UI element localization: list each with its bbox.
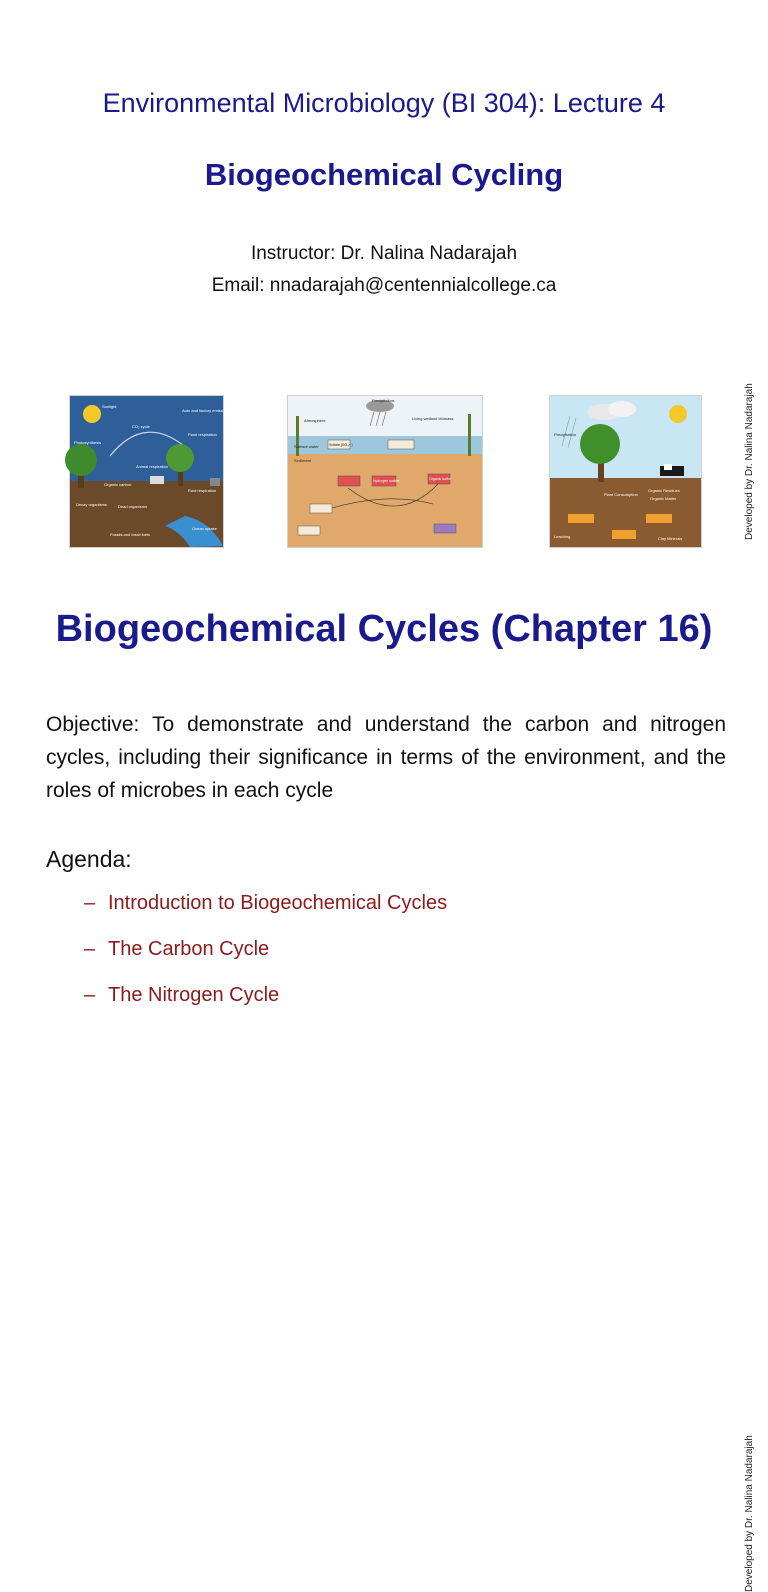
diagram3-label: Organic Residues — [648, 488, 680, 493]
diagram3-label: Organic Matter — [650, 496, 677, 501]
diagram2-label: Organic sulfur — [429, 477, 451, 481]
nitrogen-cycle-diagram — [549, 395, 702, 548]
dash-bullet: – — [84, 891, 96, 914]
diagram2-label: Sediment — [294, 458, 311, 463]
diagram1-label: Sunlight — [102, 404, 117, 409]
instructor-line: Instructor: Dr. Nalina Nadarajah — [250, 243, 518, 264]
agenda-item-label: The Carbon Cycle — [108, 937, 270, 960]
lecture-title: Environmental Microbiology (BI 304): Lecture 4 — [102, 88, 666, 118]
diagram3-label: Precipitation — [554, 432, 577, 437]
carbon-cycle-diagram — [69, 395, 231, 548]
diagram2-label: Surface water — [294, 444, 319, 449]
diagram1-label: Animal respiration — [136, 464, 169, 469]
agenda-item — [84, 972, 447, 1018]
diagram1-label: Root respiration — [188, 488, 217, 493]
slide-1 — [0, 0, 768, 568]
diagram1-label: Plant respiration — [188, 432, 217, 437]
diagram1-label: Photosynthesis — [74, 440, 102, 445]
diagram1-label: Ocean uptake — [192, 526, 217, 531]
slide-title: Biogeochemical Cycling — [204, 157, 564, 192]
chapter-title: Biogeochemical Cycles (Chapter 16) — [55, 608, 713, 650]
diagram1-label: Organic carbon — [104, 482, 132, 487]
diagram1-label: Fossils and fossil fuels — [110, 532, 151, 537]
objective-text: Objective: To demonstrate and understand the carbon and nitrogen cycles, including their significance in terms of the environment, and the roles of microbes in each cycle — [46, 713, 726, 802]
agenda-item-label: Introduction to Biogeochemical Cycles — [108, 891, 448, 914]
diagram1-label: CO₂ cycle — [132, 424, 150, 429]
agenda-list — [84, 880, 447, 1018]
agenda-item-label: The Nitrogen Cycle — [108, 983, 280, 1006]
agenda-heading: Agenda: — [46, 846, 132, 872]
dash-bullet: – — [84, 937, 96, 960]
diagram3-label: Plant Consumption — [604, 492, 638, 497]
author-credit-partial: Developed by Dr. Nalina Nadarajah — [744, 1435, 755, 1592]
diagram3-label: Leaching — [554, 534, 571, 539]
dash-bullet: – — [84, 983, 96, 1006]
diagram2-label: Precipitation — [372, 398, 395, 403]
diagram1-label: Dead organisms — [118, 504, 148, 509]
slide-2 — [0, 568, 768, 1592]
diagram2-label: Sulfate (SO₄²⁻) — [329, 443, 353, 447]
agenda-item — [84, 926, 447, 972]
diagram2-label: Living wetland biomass — [412, 416, 454, 421]
diagram1-label: Auto and factory emissions — [182, 408, 231, 413]
agenda-item — [84, 880, 447, 926]
diagram3-label: Clay Minerals — [658, 536, 683, 541]
diagram2-label: Hydrogen sulfide — [373, 479, 400, 483]
diagram1-label: Decay organisms — [76, 502, 107, 507]
email-line: Email: nnadarajah@centennialcollege.ca — [211, 275, 557, 296]
diagram2-label: Atmosphere — [304, 418, 326, 423]
author-credit: Developed by Dr. Nalina Nadarajah — [744, 383, 755, 540]
sulfur-cycle-diagram — [287, 395, 483, 548]
